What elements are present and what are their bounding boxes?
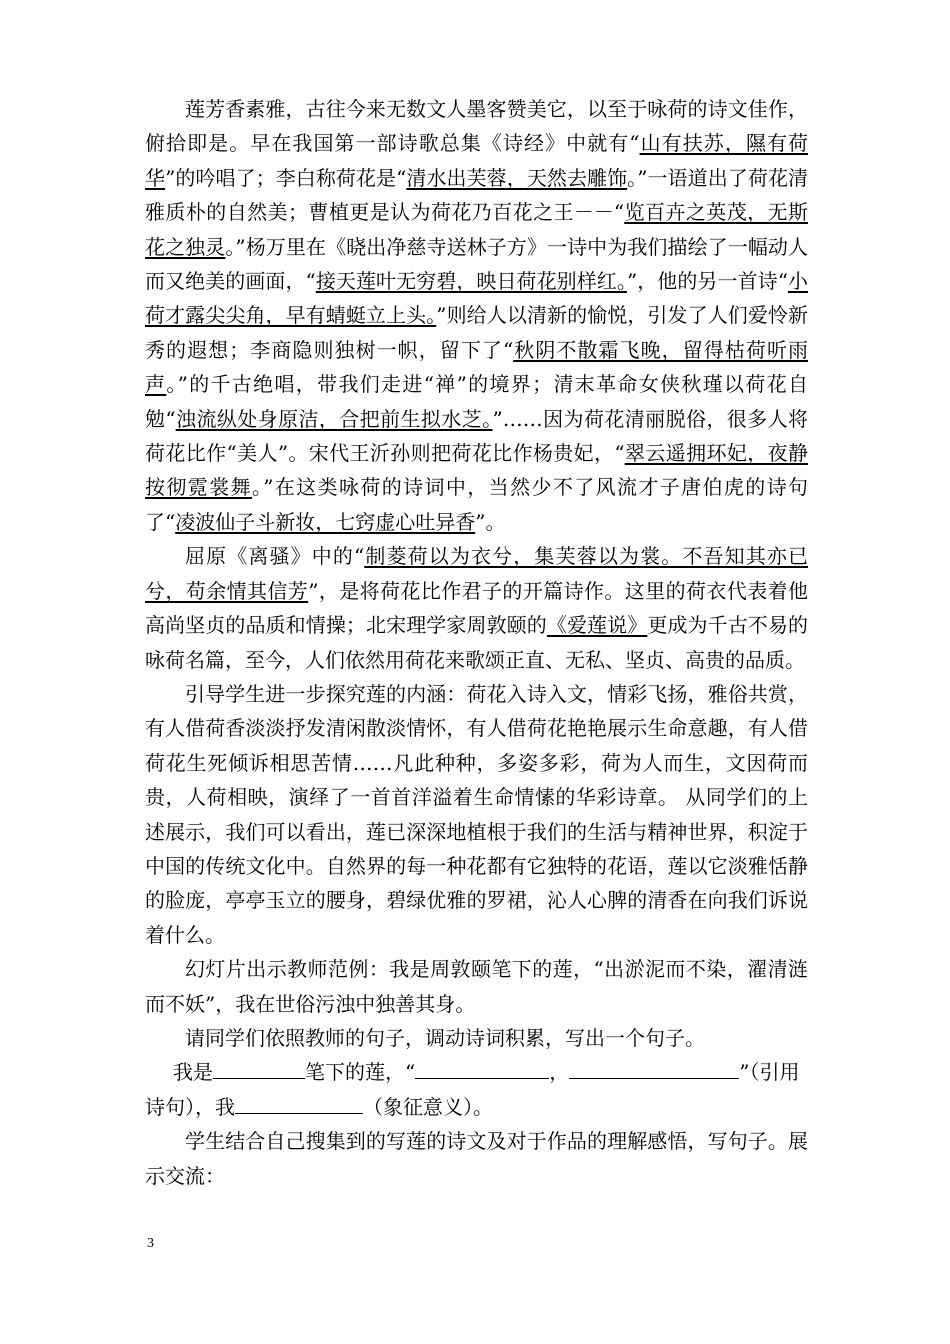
fill-blank-verse-2[interactable] [569, 1060, 739, 1079]
underlined-quote: 浊流纵处身原洁，合把前生拟水芝。 [175, 406, 493, 431]
text-segment: （象征意义）。 [363, 1094, 493, 1119]
body-text [145, 92, 808, 1193]
text-segment: ”……因为荷花清丽脱俗，很多人将荷花比作“美人”。宋代王沂孙则把荷花比作杨贵妃，“ [145, 406, 808, 466]
text-segment: ”（引用诗句），我 [145, 1060, 800, 1119]
paragraph-qu-yuan [145, 539, 808, 677]
text-segment: ”则给人以清新的愉悦，引发了人们爱怜新秀的遐想；李商隐则独树一帜，留下了“ [145, 303, 808, 362]
underlined-quote: 山有扶苏，隰有荷华 [145, 131, 809, 190]
text-segment: 更成为千古不易的咏荷名篇，至今，人们依然用荷花来歌颂正直、无私、坚贞、高贵的品质。 [145, 613, 808, 672]
text-segment: 屈原《离骚》中的“ [185, 544, 365, 569]
paragraph-poems-overview [145, 92, 808, 539]
paragraph-fill-in-sentence [145, 1055, 808, 1124]
text-segment: 。”杨万里在《晓出净慈寺送林子方》一诗中为我们描绘了一幅动人而又绝美的画面，“ [145, 234, 808, 294]
fill-blank-meaning[interactable] [235, 1095, 363, 1114]
paragraph-lotus-meaning: 引导学生进一步探究莲的内涵：荷花入诗入文，情彩飞扬，雅俗共赏，有人借荷香淡淡抒发清闲散淡情怀，有人借荷花艳艳展示生命意趣，有人借荷花生死倾诉相思苦情……凡此种种，多姿多彩，荷为人而生，文因荷而贵，人荷相映，演绎了一首首洋溢着生命情愫的华彩诗章。 从同学们的上述展示，我们可以看出，莲已深深地植根于我们的生活与精神世界，积淀于中国的传统文化中。自然界的每一种花都有它独特的花语，莲以它淡雅恬静的脸庞，亭亭玉立的腰身，碧绿优雅的罗裙，沁人心脾的清香在向我们诉说着什么。 [145, 681, 808, 947]
fill-blank-author[interactable] [213, 1060, 305, 1079]
underlined-quote: 《爱莲说》 [546, 613, 648, 638]
text-segment: ”，是将荷花比作君子的开篇诗作。这里的荷衣代表着他高尚坚贞的品质和情操；北宋理学家周敦颐的 [145, 578, 809, 638]
text-segment: ”的吟唱了；李白称荷花是“ [165, 165, 407, 190]
underlined-quote: 小荷才露尖尖角，早有蜻蜓立上头。 [145, 269, 809, 328]
text-segment: ， [549, 1060, 570, 1085]
underlined-quote: 翠云遥拥环妃，夜静按彻霓裳舞 [145, 441, 808, 500]
underlined-quote: 览百卉之英茂，无斯花之独灵 [145, 200, 809, 259]
underlined-quote: 秋阴不散霜飞晚，留得枯荷听雨声 [145, 337, 809, 397]
underlined-quote: 凌波仙子斗新妆，七窍虚心吐异香 [175, 509, 476, 534]
text-segment: 。”在这类咏荷的诗词中，当然少不了风流才子唐伯虎的诗句了“ [145, 475, 808, 534]
text-segment: 笔下的莲，“ [305, 1060, 416, 1085]
text-segment: 。”的千古绝唱，带我们走进“禅”的境界；清末革命女侠秋瑾以荷花自勉“ [145, 372, 808, 431]
paragraph-instruction: 请同学们依照教师的句子，调动诗词积累，写出一个句子。 [185, 1025, 705, 1050]
underlined-quote: 制菱荷以为衣兮，集芙蓉以为裳。不吾知其亦已兮，苟余情其信芳 [145, 544, 808, 603]
text-segment: 我是 [173, 1060, 213, 1085]
text-segment: 莲芳香素雅，古往今来无数文人墨客赞美它，以至于咏荷的诗文佳作，俯拾即是。早在我国第一部诗歌总集《诗经》中就有“ [145, 97, 808, 156]
fill-blank-verse-1[interactable] [415, 1060, 549, 1079]
text-segment: ”，他的另一首诗“ [626, 269, 788, 294]
paragraph-teacher-example: 幻灯片出示教师范例：我是周敦颐笔下的莲，“出淤泥而不染，濯清涟而不妖”，我在世俗污浊中独善其身。 [145, 957, 808, 1016]
paragraph-student-task: 学生结合自己搜集到的写莲的诗文及对于作品的理解感悟，写句子。展示交流： [145, 1129, 808, 1188]
page-number: 3 [147, 1236, 154, 1251]
underlined-quote: 清水出芙蓉，天然去雕饰 [406, 165, 628, 190]
text-segment: 。”一语道出了荷花清雅质朴的自然美；曹植更是认为荷花乃百花之王－－“ [145, 165, 809, 225]
underlined-quote: 接天莲叶无穷碧，映日荷花别样红。 [315, 269, 627, 294]
text-segment: ”。 [475, 509, 506, 534]
